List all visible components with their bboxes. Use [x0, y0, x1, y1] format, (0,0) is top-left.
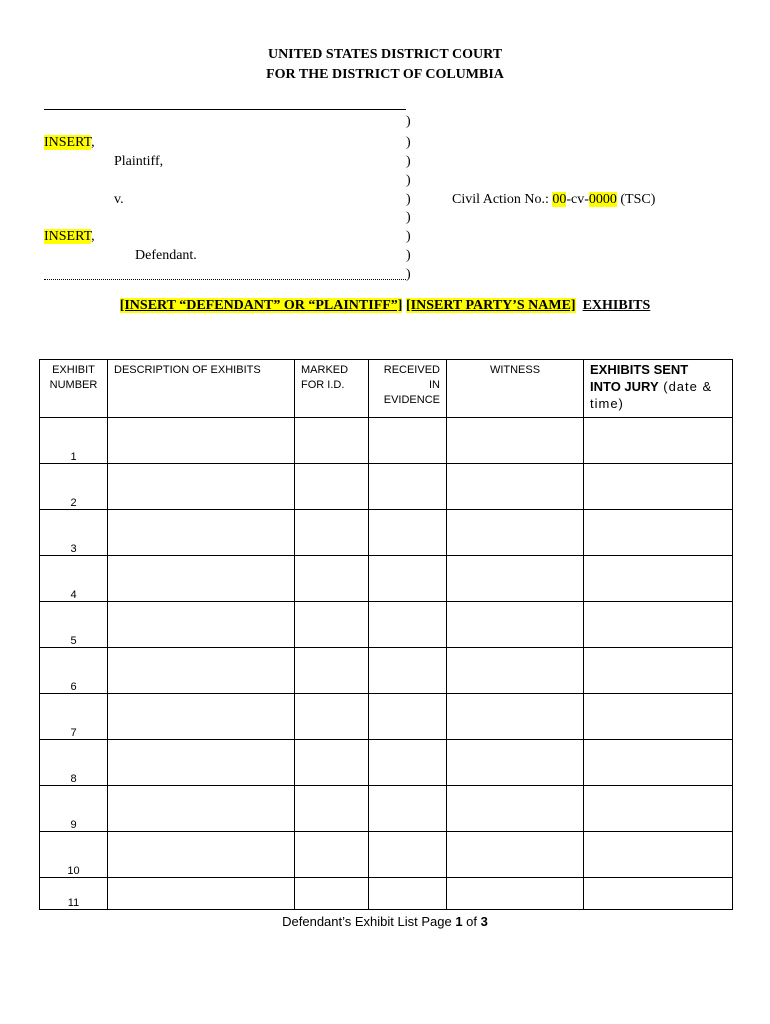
- witness-cell[interactable]: [447, 510, 584, 556]
- header-exhibit-number: EXHIBIT NUMBER: [40, 360, 108, 418]
- witness-cell[interactable]: [447, 740, 584, 786]
- table-row: [40, 648, 733, 694]
- exhibit-number-cell: 1: [40, 418, 108, 464]
- table-row: [40, 510, 733, 556]
- caption-paren: ): [406, 192, 411, 207]
- received-cell[interactable]: [369, 556, 447, 602]
- sent-to-jury-cell[interactable]: [584, 418, 733, 464]
- caption-top-rule: [44, 109, 406, 110]
- sent-to-jury-cell[interactable]: [584, 832, 733, 878]
- exhibit-number-cell: 6: [40, 648, 108, 694]
- header-description: DESCRIPTION OF EXHIBITS: [108, 360, 295, 418]
- versus-label: v.: [114, 192, 124, 207]
- received-cell[interactable]: [369, 602, 447, 648]
- sent-to-jury-cell[interactable]: [584, 556, 733, 602]
- plaintiff-name: INSERT,: [44, 135, 95, 150]
- witness-cell[interactable]: [447, 464, 584, 510]
- description-cell[interactable]: [108, 648, 295, 694]
- sent-to-jury-cell[interactable]: [584, 878, 733, 910]
- defendant-label: Defendant.: [135, 248, 197, 263]
- civil-action-seq: 0000: [588, 192, 617, 207]
- exhibit-number-cell: 8: [40, 740, 108, 786]
- marked-cell[interactable]: [295, 786, 369, 832]
- current-page: 1: [455, 914, 463, 929]
- received-cell[interactable]: [369, 832, 447, 878]
- table-row: [40, 418, 733, 464]
- header-received-in-evidence: RECEIVED IN EVIDENCE: [369, 360, 447, 418]
- table-row: [40, 602, 733, 648]
- exhibit-number-cell: 11: [40, 878, 108, 910]
- witness-cell[interactable]: [447, 786, 584, 832]
- marked-cell[interactable]: [295, 510, 369, 556]
- witness-cell[interactable]: [447, 832, 584, 878]
- caption-paren: ): [406, 154, 411, 169]
- received-cell[interactable]: [369, 786, 447, 832]
- witness-cell[interactable]: [447, 418, 584, 464]
- caption-paren: ): [406, 229, 411, 244]
- exhibit-number-cell: 7: [40, 694, 108, 740]
- witness-cell[interactable]: [447, 556, 584, 602]
- table-row: [40, 694, 733, 740]
- court-name-line1: UNITED STATES DISTRICT COURT: [267, 47, 503, 62]
- caption-bottom-rule: [44, 279, 406, 280]
- party-name-placeholder: [INSERT PARTY’S NAME]: [405, 298, 576, 313]
- description-cell[interactable]: [108, 832, 295, 878]
- caption-paren: ): [406, 267, 411, 282]
- sent-to-jury-cell[interactable]: [584, 510, 733, 556]
- received-cell[interactable]: [369, 740, 447, 786]
- description-cell[interactable]: [108, 464, 295, 510]
- page-footer: Defendant’s Exhibit List Page 1 of 3: [282, 914, 488, 929]
- sent-to-jury-cell[interactable]: [584, 694, 733, 740]
- header-exhibits-sent-into-jury: EXHIBITS SENT INTO JURY (date & time): [584, 360, 733, 418]
- description-cell[interactable]: [108, 418, 295, 464]
- description-cell[interactable]: [108, 694, 295, 740]
- witness-cell[interactable]: [447, 878, 584, 910]
- description-cell[interactable]: [108, 510, 295, 556]
- exhibit-number-cell: 9: [40, 786, 108, 832]
- table-row: [40, 556, 733, 602]
- marked-cell[interactable]: [295, 832, 369, 878]
- marked-cell[interactable]: [295, 648, 369, 694]
- exhibit-table: [39, 359, 733, 910]
- exhibit-number-cell: 5: [40, 602, 108, 648]
- defendant-name-placeholder: INSERT: [44, 229, 92, 244]
- witness-cell[interactable]: [447, 602, 584, 648]
- civil-action-number: Civil Action No.: 00-cv-0000 (TSC): [452, 192, 656, 207]
- received-cell[interactable]: [369, 878, 447, 910]
- table-row: [40, 878, 733, 910]
- table-row: [40, 464, 733, 510]
- exhibit-number-cell: 3: [40, 510, 108, 556]
- received-cell[interactable]: [369, 648, 447, 694]
- total-pages: 3: [480, 914, 488, 929]
- defendant-name: INSERT,: [44, 229, 95, 244]
- table-header-row: [40, 360, 733, 418]
- sent-to-jury-cell[interactable]: [584, 464, 733, 510]
- exhibits-title: [0, 298, 770, 314]
- marked-cell[interactable]: [295, 556, 369, 602]
- marked-cell[interactable]: [295, 418, 369, 464]
- witness-cell[interactable]: [447, 648, 584, 694]
- marked-cell[interactable]: [295, 694, 369, 740]
- plaintiff-name-placeholder: INSERT: [44, 135, 92, 150]
- witness-cell[interactable]: [447, 694, 584, 740]
- table-row: [40, 832, 733, 878]
- sent-to-jury-cell[interactable]: [584, 740, 733, 786]
- description-cell[interactable]: [108, 786, 295, 832]
- plaintiff-label: Plaintiff,: [114, 154, 164, 169]
- caption-paren: ): [406, 173, 411, 188]
- header-witness: WITNESS: [447, 360, 584, 418]
- marked-cell[interactable]: [295, 740, 369, 786]
- exhibit-number-cell: 10: [40, 832, 108, 878]
- received-cell[interactable]: [369, 510, 447, 556]
- sent-to-jury-cell[interactable]: [584, 648, 733, 694]
- court-name-line2: FOR THE DISTRICT OF COLUMBIA: [266, 67, 504, 82]
- caption-paren: ): [406, 135, 411, 150]
- party-type-placeholder: [INSERT “DEFENDANT” OR “PLAINTIFF”]: [119, 298, 403, 313]
- sent-to-jury-cell[interactable]: [584, 786, 733, 832]
- received-cell[interactable]: [369, 694, 447, 740]
- caption-paren: ): [406, 210, 411, 225]
- description-cell[interactable]: [108, 556, 295, 602]
- caption-paren: ): [406, 114, 411, 129]
- description-cell[interactable]: [108, 602, 295, 648]
- table-row: [40, 786, 733, 832]
- exhibit-number-cell: 2: [40, 464, 108, 510]
- caption-paren: ): [406, 248, 411, 263]
- description-cell[interactable]: [108, 740, 295, 786]
- civil-action-year: 00: [552, 192, 567, 207]
- marked-cell[interactable]: [295, 602, 369, 648]
- sent-to-jury-cell[interactable]: [584, 602, 733, 648]
- received-cell[interactable]: [369, 418, 447, 464]
- description-cell[interactable]: [108, 878, 295, 910]
- header-marked-for-id: MARKED FOR I.D.: [295, 360, 369, 418]
- table-row: [40, 740, 733, 786]
- marked-cell[interactable]: [295, 878, 369, 910]
- marked-cell[interactable]: [295, 464, 369, 510]
- exhibits-title-suffix: EXHIBITS: [582, 298, 651, 313]
- received-cell[interactable]: [369, 464, 447, 510]
- exhibit-number-cell: 4: [40, 556, 108, 602]
